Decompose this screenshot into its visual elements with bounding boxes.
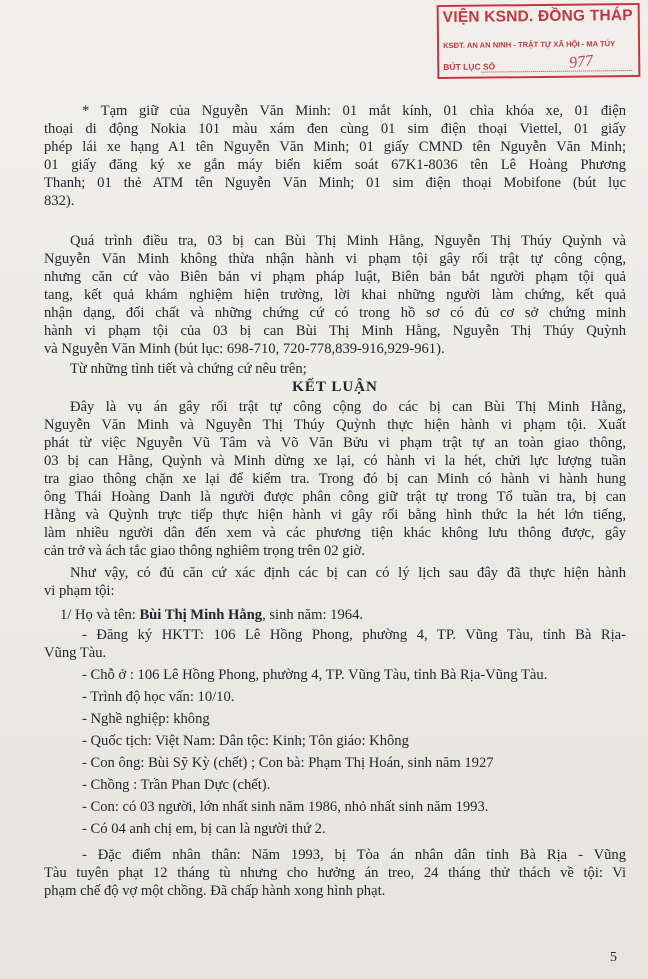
paragraph-line: nhưng căn cứ vào Biên bản vi phạm pháp luật, Biên bản bắt người phạm tội quả <box>44 269 626 285</box>
birth-year: , sinh năm: 1964. <box>262 607 364 623</box>
detail-line: - Quốc tịch: Việt Nam: Dân tộc: Kinh; Tôn giáo: Không <box>82 733 409 749</box>
paragraph-line: phát từ việc Nguyễn Vũ Tâm và Võ Văn Bửu vi phạm trật tự an toàn giao thông, <box>44 435 626 451</box>
name-label: 1/ Họ và tên: <box>60 607 140 623</box>
defendant-name: Bùi Thị Minh Hằng <box>139 607 263 623</box>
paragraph-line: phép lái xe hạng A1 tên Nguyễn Văn Minh; 01 giấy CMND tên Nguyễn Văn Minh; <box>44 139 626 155</box>
page-number: 5 <box>610 950 617 965</box>
paragraph-line: cản trở và ách tắc giao thông nghiêm trọng trên 02 giờ. <box>44 543 365 559</box>
paragraph-line: 01 giấy đăng ký xe gắn máy biển kiểm soát 67K1-8036 tên Lê Hoàng Phương <box>44 157 626 173</box>
detail-line: - Có 04 anh chị em, bị can là người thứ 2. <box>82 821 326 837</box>
paragraph-line: tra giao thông chặn xe lại để kiểm tra. Trong đó bị can Minh có hành vi hành hung <box>44 471 626 487</box>
paragraph-line: làm nhiều người dân đến xem và các phương tiện khác không lưu thông được, gây <box>44 525 626 541</box>
paragraph-line: thoại di động Nokia 101 màu xám đen cùng 01 sim điện thoại Viettel, 01 giấy <box>44 121 626 137</box>
paragraph-line: tang, kết quả khám nghiệm hiện trường, lời khai những người làm chứng, kết quả <box>44 287 626 303</box>
stamp-handwritten-number: 977 <box>568 52 595 72</box>
paragraph-line: Như vậy, có đủ căn cứ xác định các bị can có lý lịch sau đây đã thực hiện hành <box>70 565 626 581</box>
detail-line: - Chồng : Trần Phan Dực (chết). <box>82 777 271 793</box>
paragraph-line: 832). <box>44 193 75 209</box>
paragraph-line: phạm chế độ vợ một chồng. Đã chấp hành xong hình phạt. <box>44 883 386 899</box>
paragraph-line: * Tạm giữ của Nguyễn Văn Minh: 01 mắt kính, 01 chìa khóa xe, 01 điện <box>82 103 626 119</box>
detail-line: - Chỗ ở : 106 Lê Hồng Phong, phường 4, TP. Vũng Tàu, tỉnh Bà Rịa-Vũng Tàu. <box>82 667 548 683</box>
stamp-dotted-line <box>481 70 632 73</box>
paragraph-line: nhận dạng, đối chất và những chứng cứ có trong hồ sơ có đủ cơ sở chứng minh <box>44 305 626 321</box>
paragraph-line: Nguyễn Văn Minh không thừa nhận hành vi phạm tội gây rối trật tự công cộng, <box>44 251 626 267</box>
detail-line: - Con: có 03 người, lớn nhất sinh năm 1986, nhỏ nhất sinh năm 1993. <box>82 799 489 815</box>
paragraph-line: Từ những tình tiết và chứng cứ nêu trên; <box>70 361 307 377</box>
paragraph-line: Thanh; 01 thẻ ATM tên Nguyễn Văn Minh; 01 sim điện thoại Mobifone (bút lục <box>44 175 626 191</box>
detail-line: - Trình độ học vấn: 10/10. <box>82 689 235 705</box>
paragraph-line: Hằng và Quỳnh trực tiếp thực hiện hành vi gây rối bằng hình thức la hét lớn tiếng, <box>44 507 626 523</box>
stamp-label: BÚT LỤC SỐ <box>443 61 496 72</box>
stamp-title: VIỆN KSND. ĐỒNG THÁP <box>442 7 633 27</box>
paragraph-line: Tàu tuyên phạt 12 tháng tù nhưng cho hưởng án treo, 24 tháng thử thách về tội: Vi <box>44 865 626 881</box>
paragraph-line: - Đặc điểm nhân thân: Năm 1993, bị Tòa án nhân dân tỉnh Bà Rịa - Vũng <box>82 847 626 863</box>
section-heading: KẾT LUẬN <box>292 379 378 395</box>
paragraph-line: Nguyễn Văn Minh và Nguyễn Thị Thúy Quỳnh thực hiện hành vi phạm tội. Xuất <box>44 417 626 433</box>
paragraph-line: và Nguyễn Văn Minh (bút lục: 698-710, 720-778,839-916,929-961). <box>44 341 445 357</box>
court-stamp <box>437 3 641 79</box>
paragraph-line: hành vi phạm tội của 03 bị can Bùi Thị Minh Hằng, Nguyễn Thị Thúy Quỳnh <box>44 323 626 339</box>
detail-line: - Nghề nghiệp: không <box>82 711 210 727</box>
paragraph-line: ông Thái Hoàng Danh là người được phân công giữ trật tự trong Tổ tuần tra, bị can <box>44 489 626 505</box>
detail-line: - Đăng ký HKTT: 106 Lê Hồng Phong, phường 4, TP. Vũng Tàu, tỉnh Bà Rịa- <box>82 627 626 643</box>
detail-line: - Con ông: Bùi Sỹ Kỳ (chết) ; Con bà: Phạm Thị Hoán, sinh năm 1927 <box>82 755 494 771</box>
paragraph-line: Đây là vụ án gây rối trật tự công cộng do các bị can Bùi Thị Minh Hằng, <box>70 399 626 415</box>
stamp-department: KSĐT. AN AN NINH - TRẬT TỰ XÃ HỘI - MA TÚY <box>442 39 616 50</box>
detail-line: Vũng Tàu. <box>44 645 107 661</box>
paragraph-line: vi phạm tội: <box>44 583 115 599</box>
paragraph-line: 03 bị can Hằng, Quỳnh và Minh dừng xe lại, có hành vi la hét, chửi lực lượng tuần <box>44 453 626 469</box>
paragraph-line: Quá trình điều tra, 03 bị can Bùi Thị Minh Hằng, Nguyễn Thị Thúy Quỳnh và <box>70 233 626 249</box>
defendant-name-line <box>60 606 642 624</box>
